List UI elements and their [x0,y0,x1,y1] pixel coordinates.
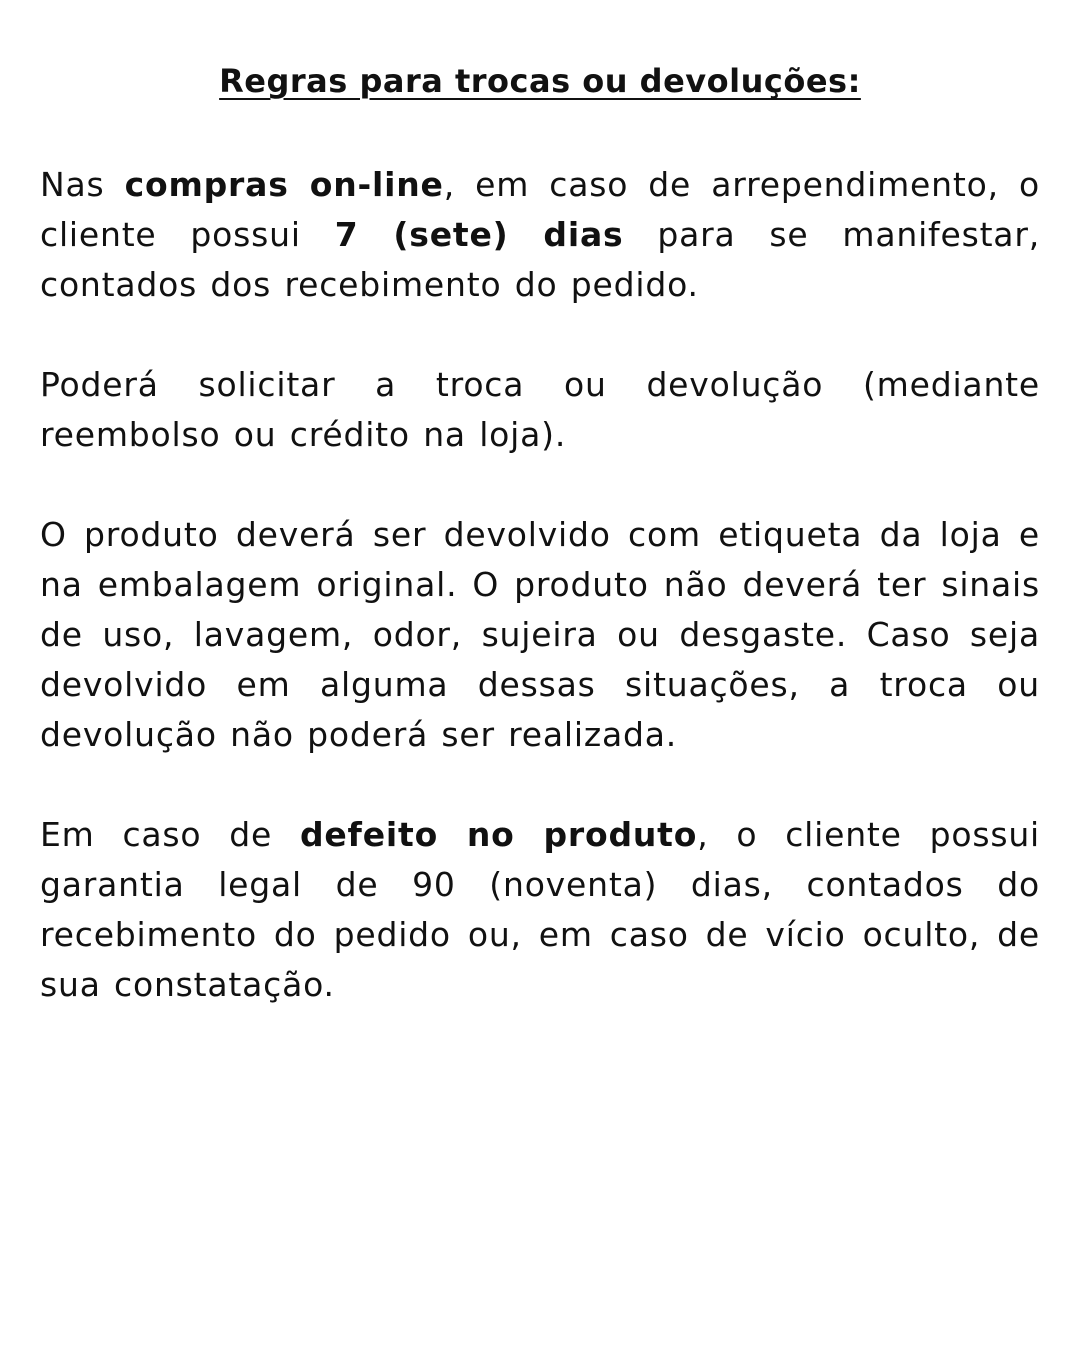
paragraph-exchange-request [40,360,1040,460]
p4-bold-product-defect: defeito no produto [299,815,698,855]
p1-bold-online-purchases: compras on-line [124,165,444,205]
rules-document [40,62,1040,1060]
document-title-text: Regras para trocas ou devoluções: [219,62,861,100]
paragraph-online-purchases [40,160,1040,310]
document-title [40,62,1040,100]
p4-text-1: Em caso de [40,815,300,855]
paragraph-product-defect [40,810,1040,1010]
p1-text-1: Nas [40,165,125,205]
p2-text: Poderá solicitar a troca ou devolução (mediante reembolso ou crédito na loja). [40,365,1040,455]
p3-text: O produto deverá ser devolvido com etiqueta da loja e na embalagem original. O produto não deverá ter sinais de uso, lavagem, odor, sujeira ou desgaste. Caso seja devolvido em alguma dessas situações, a troca ou devolução não poderá ser realizada. [40,515,1040,755]
p1-bold-seven-days: 7 (sete) dias [334,215,624,255]
p1-text-2: , em caso de arrependimento, o cliente possui [40,165,1040,255]
p4-text-2: , o cliente possui garantia legal de 90 (noventa) dias, contados do recebimento do pedido ou, em caso de vício oculto, de sua constatação. [40,815,1040,1005]
p1-text-3: para se manifestar, contados dos recebimento do pedido. [40,215,1040,305]
paragraph-product-condition [40,510,1040,760]
